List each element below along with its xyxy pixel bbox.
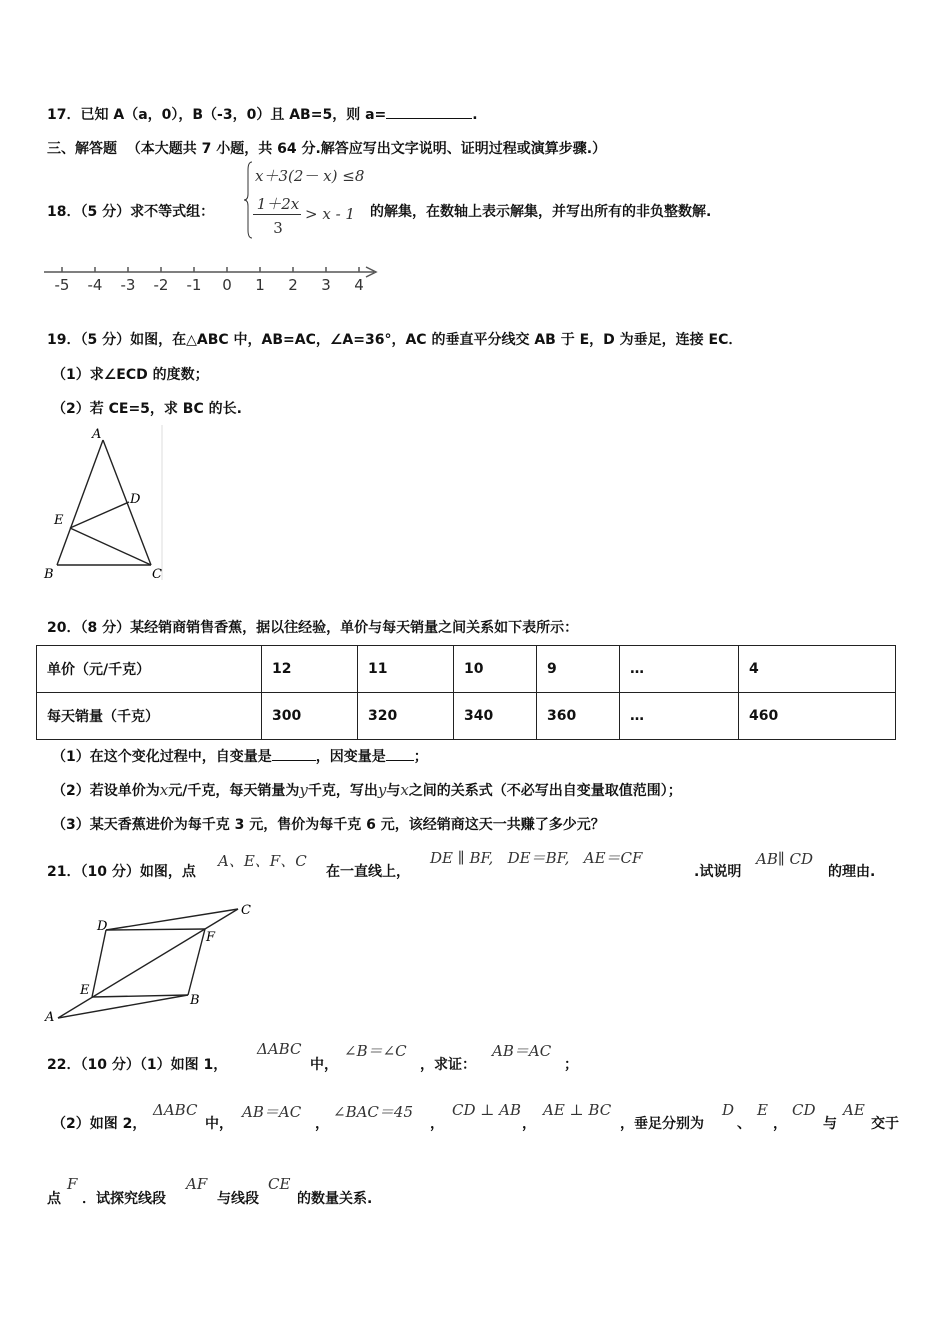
q17-answer-blank[interactable] [386,106,472,119]
q21-goal: AB∥ CD [756,850,814,868]
q18-prefix: 18．（5 分）求不等式组： [47,204,215,220]
q17-end: . [472,107,478,123]
table-cell: 11 [358,646,454,693]
label-E: E [80,983,90,998]
section-title: 三、解答题 [47,141,117,157]
table-cell: … [620,646,739,693]
q18-brace [243,160,255,240]
table-cell: … [620,693,739,740]
q21-parallelogram-figure [40,900,265,1025]
table-cell: 340 [454,693,537,740]
q22-ce: CE [268,1175,291,1193]
q20-blank-dependent[interactable] [386,748,414,761]
q21-points: A、E、F、C [218,852,307,870]
q22-ab-ac-1: AB＝AC [492,1042,552,1060]
q20-part2-e: 之间的关系式（不必写出自变量取值范围）； [408,783,682,799]
q18-suffix: 的解集，在数轴上表示解集，并写出所有的非负整数解. [370,204,712,220]
number-line-label: -5 [54,276,70,294]
q22-cd-perp-ab: CD ⊥ AB [452,1101,522,1119]
section-note: （本大题共 7 小题，共 64 分.解答应写出文字说明、证明过程或演算步骤.） [126,141,607,157]
q20-part2 [52,780,682,800]
q22-point-f: F [67,1175,78,1193]
q22-comma: ， [773,1116,787,1132]
q20-part1-a: （1）在这个变化过程中，自变量是 [52,749,272,765]
table-header-sales: 每天销量（千克） [37,693,262,740]
q22-foot: ，垂足分别为 [620,1116,704,1132]
var-y: y [299,781,308,799]
q20-blank-independent[interactable] [272,748,316,761]
q19-part1: （1）求∠ECD 的度数； [52,367,209,383]
label-B: B [44,567,54,582]
number-line-label: 0 [222,276,232,294]
label-F: F [206,930,216,945]
q20-stem: 20．（8 分）某经销商销售香蕉，据以往经验，单价与每天销量之间关系如下表所示： [47,620,579,636]
q19-triangle-figure [40,420,170,585]
number-line-label: -3 [120,276,136,294]
number-line-label: -4 [87,276,103,294]
q22-in-2: 中， [205,1116,233,1132]
number-line-label: 4 [354,276,364,294]
q21-prefix: 21．（10 分）如图，点 [47,864,196,880]
q18-inequality-1: x＋3(2－ x) ≤8 [255,167,365,185]
q18-inequality-2-rhs: > x - 1 [305,205,355,223]
table-cell: 460 [739,693,896,740]
q20-part2-b: 元/千克，每天销量为 [168,783,300,799]
label-A: A [92,427,102,442]
q20-part2-c: 千克，写出 [307,783,378,799]
var-x: x [159,781,169,799]
q22-line2-prefix: （2）如图 2， [52,1116,147,1132]
q20-part1 [52,746,428,766]
q22-yu: 与 [823,1116,837,1132]
table-cell: 4 [739,646,896,693]
q20-part3: （3）某天香蕉进价为每千克 3 元，售价为每千克 6 元，该经销商这天一共赚了多少元？ [52,817,605,833]
q22-in-1: 中， [310,1057,338,1073]
q20-part2-d: 与 [386,783,401,799]
q17-stem: 17．已知 A（a，0），B（-3，0）且 AB=5，则 a= [47,107,387,123]
label-B: B [190,993,200,1008]
q22-point-e: E [757,1101,768,1119]
q21-explain: .试说明 [694,864,742,880]
q22-point-d: D [722,1101,735,1119]
q22-ae: AE [843,1101,865,1119]
q18-fraction-bar [253,214,301,215]
label-D: D [97,919,108,934]
q22-semicolon: ； [564,1057,578,1073]
q20-part2-a: （2）若设单价为 [52,783,160,799]
q22-ab-ac-2: AB＝AC [242,1103,302,1121]
table-row [37,646,896,693]
q22-explore: ．试探究线段 [82,1191,166,1207]
table-cell: 300 [262,693,358,740]
q22-af: AF [186,1175,208,1193]
q20-part1-c: ； [413,749,428,765]
q22-triangle-2: ΔABC [153,1101,198,1119]
table-cell: 12 [262,646,358,693]
number-line-label: 1 [255,276,265,294]
q19-part2: （2）若 CE=5，求 BC 的长. [52,401,242,417]
table-cell: 10 [454,646,537,693]
q22-triangle-1: ΔABC [257,1040,302,1058]
q22-dian: 点 [47,1191,61,1207]
number-line-label: 2 [288,276,298,294]
q22-angle-bac: ∠BAC＝45 [333,1103,413,1121]
q22-ae-perp-bc: AE ⊥ BC [543,1101,612,1119]
label-E: E [54,513,64,528]
q22-comma: ， [522,1116,536,1132]
label-D: D [130,492,141,507]
q20-table [36,645,896,740]
table-header-price: 单价（元/千克） [37,646,262,693]
label-C: C [241,903,251,918]
number-line-label: 3 [321,276,331,294]
q22-relation: 的数量关系. [297,1191,373,1207]
var-x: x [400,781,409,799]
q21-suffix: 的理由. [828,864,876,880]
q22-cd: CD [792,1101,816,1119]
var-y: y [377,781,387,799]
q22-line1-prefix: 22．（10 分）（1）如图 1， [47,1057,228,1073]
table-row [37,693,896,740]
q22-angle-eq: ∠B＝∠C [344,1042,407,1060]
q22-prove: ，求证： [420,1057,476,1073]
q22-yuxianduan: 与线段 [217,1191,259,1207]
q20-part1-b: ，因变量是 [315,749,386,765]
number-line-label: -2 [153,276,169,294]
label-C: C [152,567,162,582]
q21-mid: 在一直线上， [326,864,410,880]
q19-stem: 19．（5 分）如图，在△ABC 中，AB=AC，∠A=36°，AC 的垂直平分线交 AB 于 E，D 为垂足，连接 EC． [47,332,743,348]
q22-jiaoyu: 交于 [871,1116,899,1132]
table-cell: 9 [537,646,620,693]
q22-comma: ， [430,1116,444,1132]
q22-comma: ， [315,1116,329,1132]
label-A: A [45,1010,55,1025]
q17-text [47,104,478,124]
section-3-heading [47,138,606,158]
q22-dun: 、 [737,1116,751,1132]
number-line-label: -1 [186,276,202,294]
q18-fraction-denominator: 3 [273,219,283,237]
q21-conditions: DE ∥ BF, DE＝BF, AE＝CF [430,849,643,867]
table-cell: 360 [537,693,620,740]
table-cell: 320 [358,693,454,740]
q18-fraction-numerator: 1＋2x [256,195,300,213]
